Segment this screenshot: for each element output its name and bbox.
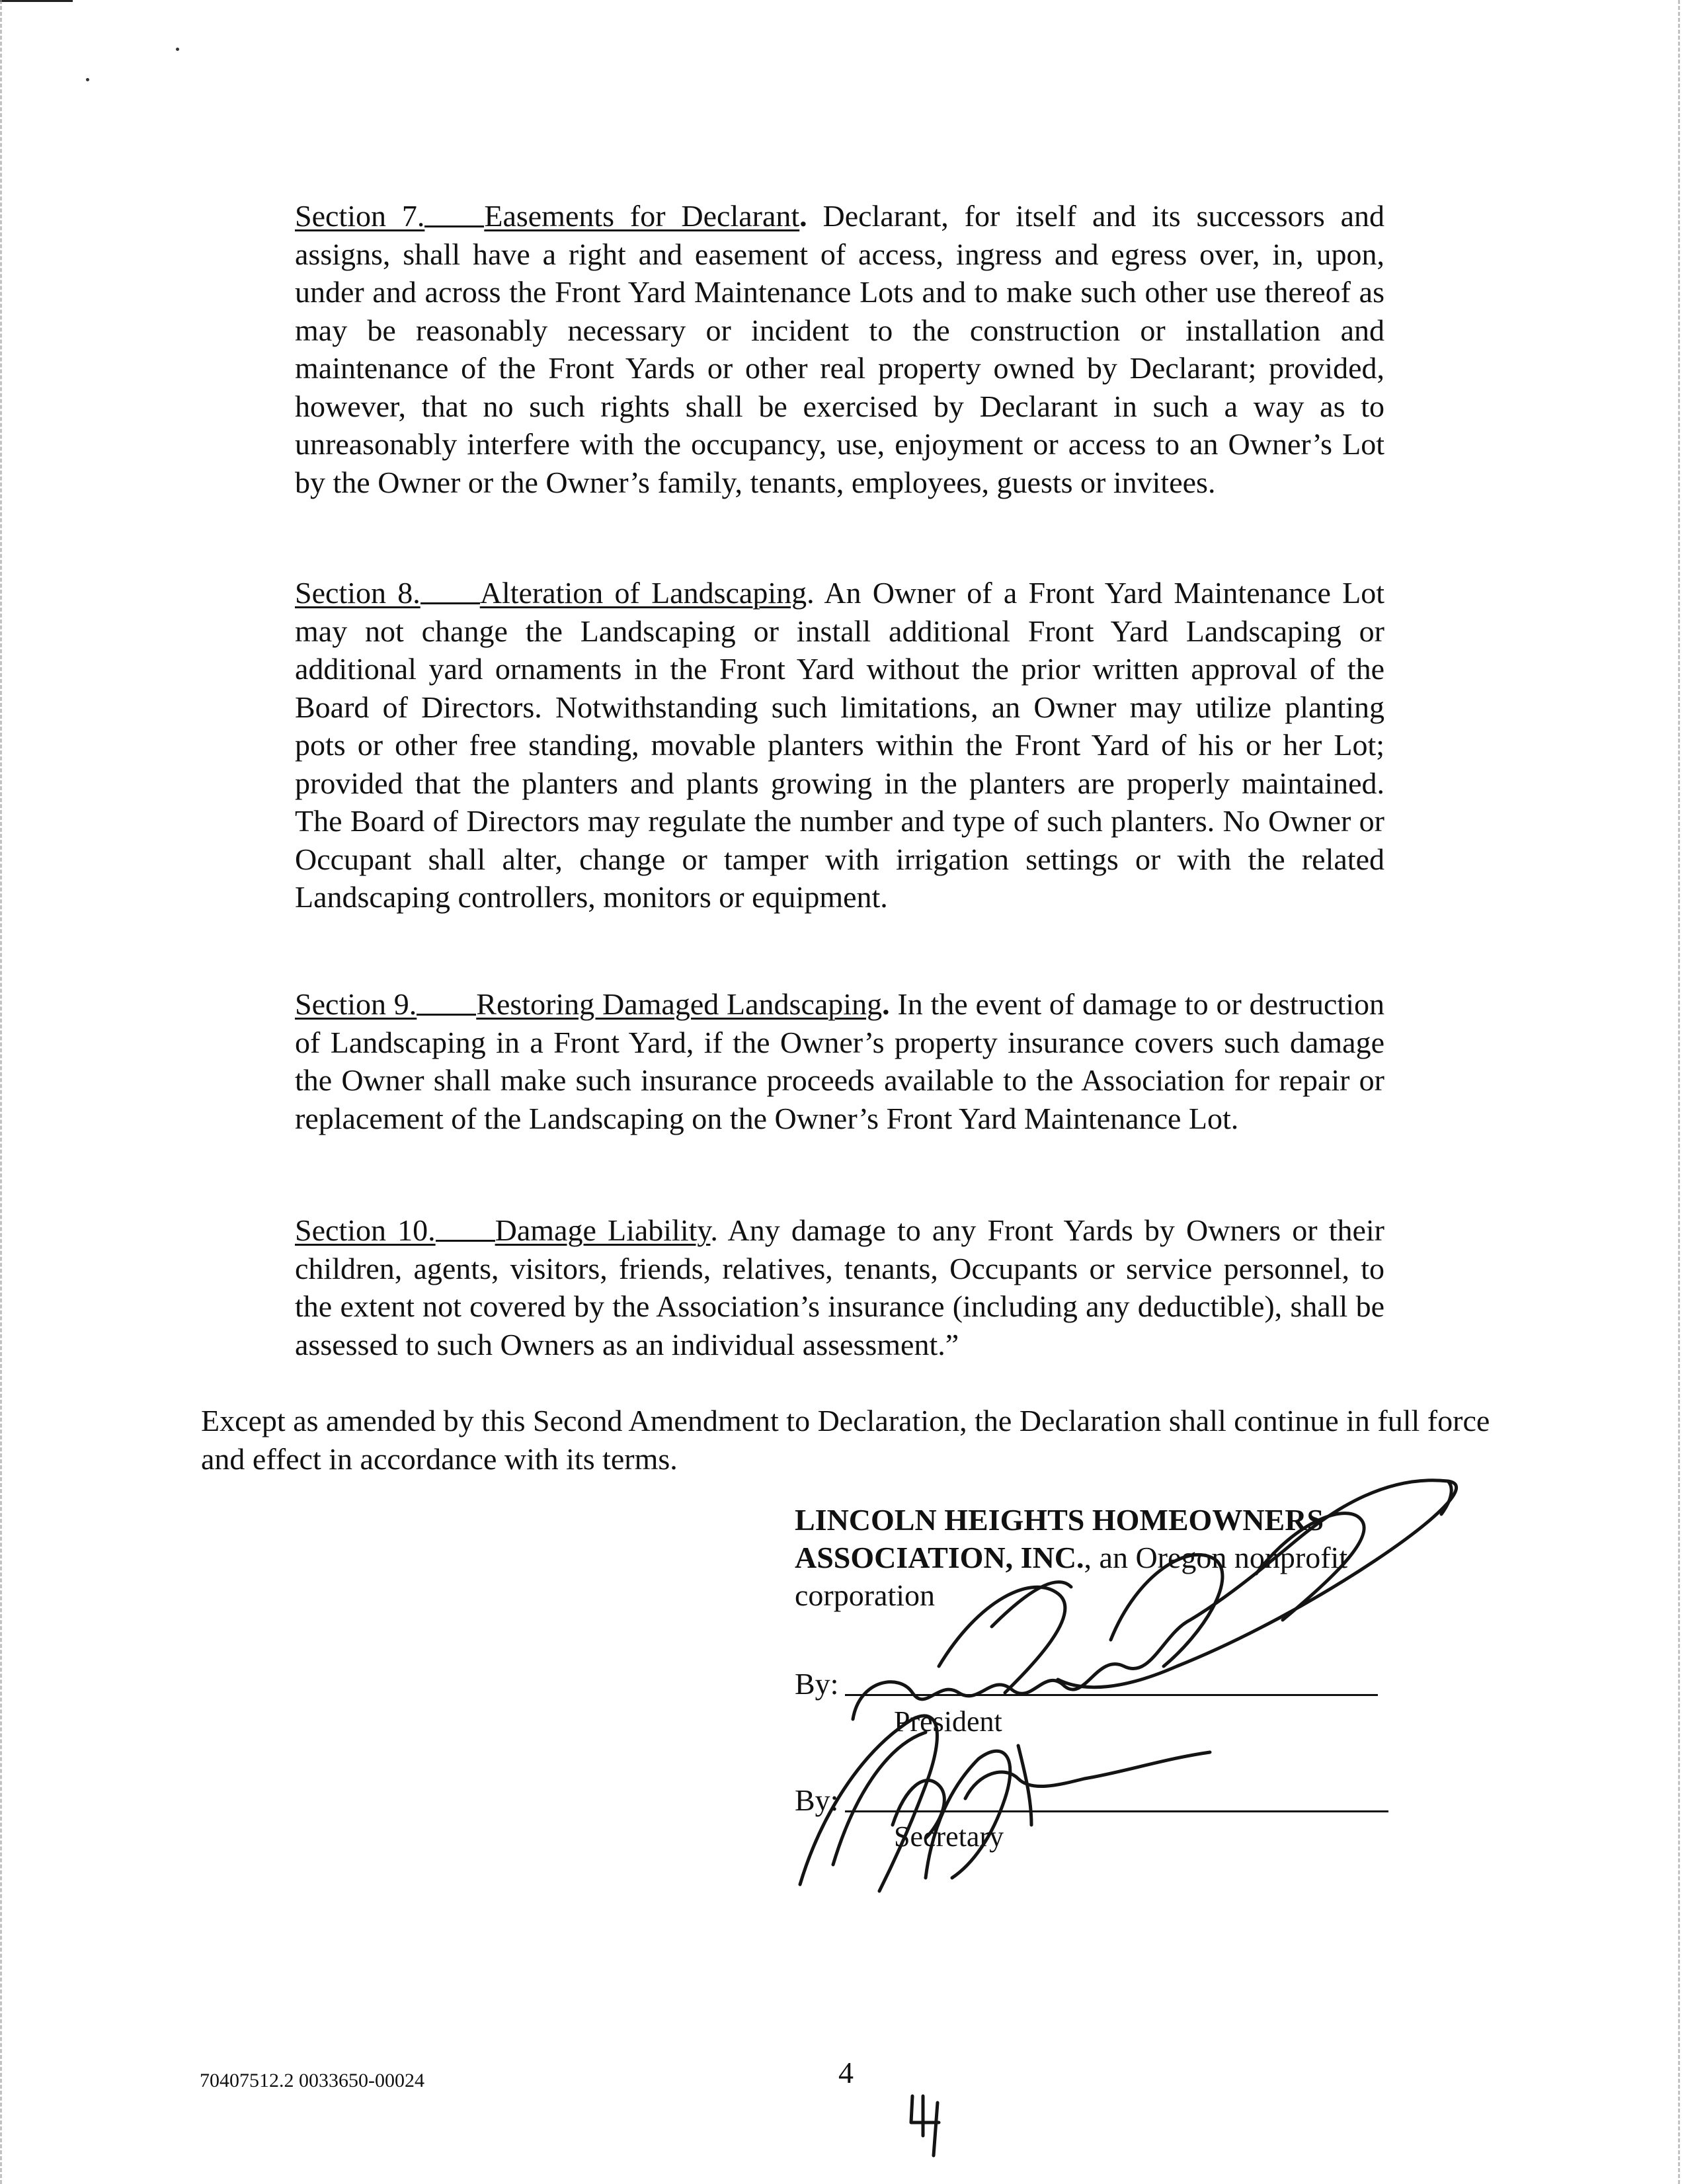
section-7-heading: Easements for Declarant	[484, 199, 800, 233]
by-president-label: By:	[795, 1667, 839, 1701]
handwritten-page-4	[911, 2096, 939, 2156]
signature-block	[795, 1501, 1443, 1614]
scan-edge-top	[0, 0, 73, 2]
section-7	[295, 197, 1384, 501]
secretary-signature-line	[845, 1810, 1388, 1812]
section-9-heading-end: .	[882, 987, 890, 1021]
section-8-label: Section 8.	[295, 576, 421, 610]
scan-speck	[176, 48, 179, 51]
section-10	[295, 1211, 1384, 1363]
org-name-rest: , an Oregon nonprofit	[1084, 1541, 1348, 1574]
org-name-bold: ASSOCIATION, INC.	[795, 1541, 1084, 1574]
secretary-title: Secretary	[894, 1820, 1004, 1853]
section-7-body: Declarant, for itself and its successors and assigns, shall have a right and easement of access, ingress and egress over, in, upon, under and across the Front Yard Maintenance Lots and to make such other use thereof as may be reasonably necessary or incident to the construction or installation and maintenance of the Front Yards or other real property owned by Declarant; provided, however, that no such rights shall be exercised by Declarant in such a way as to unreasonably interfere with the occupancy, use, enjoyment or access to an Owner’s Lot by the Owner or the Owner’s family, tenants, employees, guests or invitees.	[295, 199, 1384, 499]
section-9-label: Section 9.	[295, 987, 417, 1021]
page-number: 4	[838, 2056, 854, 2089]
underline-gap	[421, 596, 480, 604]
underline-gap	[417, 1007, 476, 1016]
section-8-body: An Owner of a Front Yard Maintenance Lot may not change the Landscaping or install additional Front Yard Landscaping or additional yard ornaments in the Front Yard without the prior written approval of the Board of Directors. Notwithstanding such limitations, an Owner may utilize planting pots or other free standing, movable planters within the Front Yard of his or her Lot; provided that the planters and plants growing in the planters are properly maintained. The Board of Directors may regulate the number and type of such planters. No Owner or Occupant shall alter, change or tamper with irrigation settings or with the related Landscaping controllers, monitors or equipment.	[295, 576, 1385, 914]
section-9-body: In the event of damage to or destruction of Landscaping in a Front Yard, if the Owner’s property insurance covers such damage the Owner shall make such insurance proceeds available to the Association for repair or replacement of the Landscaping on the Owner’s Front Yard Maintenance Lot.	[295, 987, 1384, 1135]
org-name-line-1: LINCOLN HEIGHTS HOMEOWNERS	[795, 1503, 1324, 1537]
org-name-line-3: corporation	[795, 1578, 936, 1612]
section-10-label: Section 10.	[295, 1213, 436, 1247]
section-7-label: Section 7.	[295, 199, 425, 233]
section-8-heading-end: .	[807, 576, 815, 610]
underline-gap	[436, 1233, 495, 1242]
scan-edge-left	[0, 0, 4, 2184]
president-title: President	[894, 1705, 1002, 1738]
underline-gap	[424, 219, 484, 227]
scan-edge-right	[1678, 0, 1682, 2184]
section-10-body: Any damage to any Front Yards by Owners or their children, agents, visitors, friends, relatives, tenants, Occupants or service personnel, to the extent not covered by the Association’s insurance (including any deductible), shall be assessed to such Owners as an individual assessment.”	[295, 1213, 1384, 1361]
document-id: 70407512.2 0033650-00024	[200, 2070, 424, 2091]
scan-speck	[86, 78, 89, 81]
closing-paragraph: Except as amended by this Second Amendment to Declaration, the Declaration shall continue in full force and effect in accordance with its terms.	[201, 1404, 1490, 1476]
section-10-heading-end: .	[710, 1213, 718, 1247]
section-9	[295, 985, 1384, 1137]
section-10-heading: Damage Liability	[495, 1213, 711, 1247]
section-9-heading: Restoring Damaged Landscaping	[476, 987, 883, 1021]
section-8-heading: Alteration of Landscaping	[479, 576, 807, 610]
by-secretary-label: By:	[795, 1783, 839, 1817]
section-8	[295, 574, 1384, 916]
president-signature-line	[845, 1694, 1378, 1696]
org-name-line-2	[795, 1539, 1443, 1576]
section-7-heading-end: .	[799, 199, 807, 233]
